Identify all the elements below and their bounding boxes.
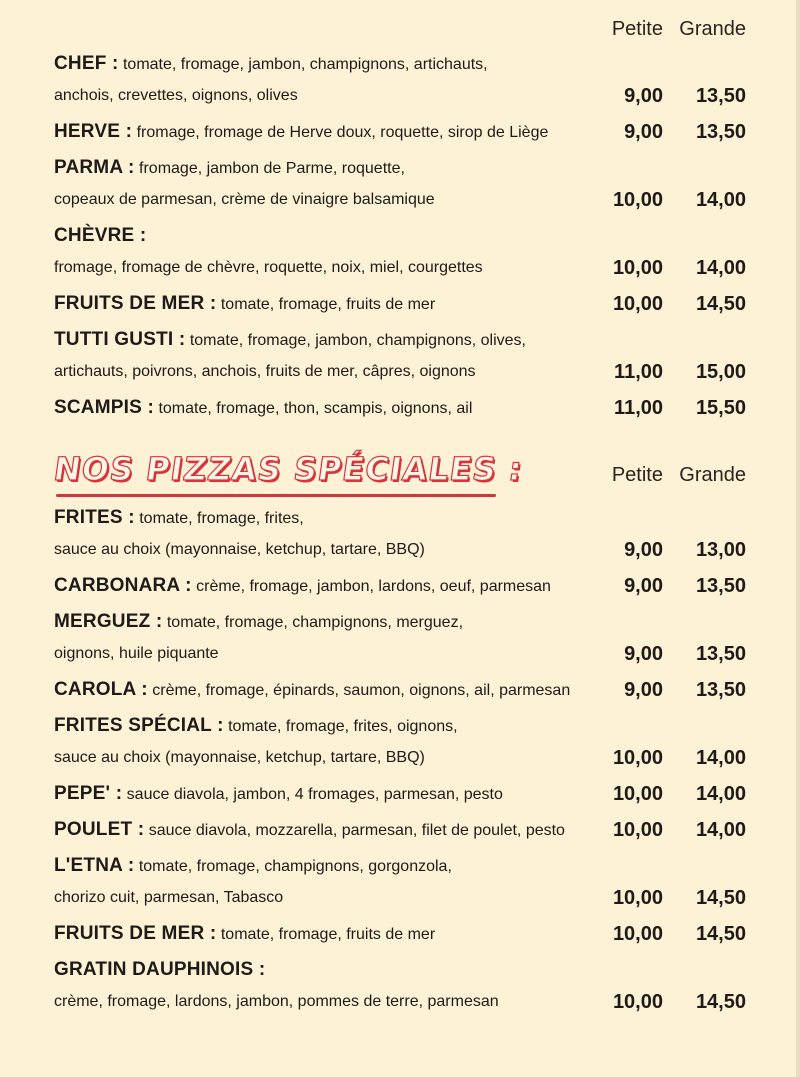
menu-item (0, 116, 800, 152)
menu-item-description: tomate, fromage, champignons, merguez, (166, 614, 464, 631)
item-spacer (0, 424, 800, 428)
menu-item-name: CAROLA : (54, 679, 148, 700)
menu-item (0, 152, 800, 220)
title-underline (56, 494, 496, 497)
menu-item-name: CHEF : (54, 53, 119, 74)
menu-item-description: chorizo cuit, parmesan, Tabasco (54, 889, 284, 906)
menu-item-line (0, 710, 800, 742)
menu-item (0, 814, 800, 850)
menu-item-name: SCAMPIS : (54, 397, 154, 418)
menu-item-description: tomate, fromage, frites, oignons, (228, 718, 458, 735)
price-petite: 10,00 (612, 257, 663, 279)
column-header-grande: Grande (679, 18, 746, 40)
menu-item-line (0, 502, 800, 534)
menu-item-line (0, 638, 800, 670)
menu-item-description: tomate, fromage, fruits de mer (220, 296, 436, 313)
menu-item (0, 570, 800, 606)
price-petite: 10,00 (612, 189, 663, 211)
menu-item-description: tomate, fromage, jambon, champignons, artichauts, (122, 56, 488, 73)
menu-item-name: CHÈVRE : (54, 225, 147, 246)
menu-section-pizzas (0, 14, 800, 428)
menu-item-line (0, 986, 800, 1018)
price-petite: 11,00 (614, 397, 663, 419)
price-petite: 9,00 (624, 679, 663, 701)
menu-item-line (0, 814, 800, 846)
column-header-petite: Petite (611, 464, 663, 486)
menu-item-description: tomate, fromage, champignons, gorgonzola, (138, 858, 452, 875)
menu-item-description: sauce au choix (mayonnaise, ketchup, tartare, BBQ) (54, 541, 425, 558)
menu-item-line (0, 570, 800, 602)
menu-list (0, 502, 800, 1022)
menu-item-name: PEPE' : (54, 783, 123, 804)
menu-item-description: sauce diavola, mozzarella, parmesan, filet de poulet, pesto (148, 822, 565, 839)
menu-list (0, 48, 800, 428)
item-spacer (0, 1018, 800, 1022)
price-grande: 14,00 (695, 783, 746, 805)
price-grande: 14,50 (695, 887, 746, 909)
menu-item-line (0, 850, 800, 882)
menu-item (0, 502, 800, 570)
menu-item-description: tomate, fromage, fruits de mer (220, 926, 436, 943)
price-grande: 13,50 (695, 575, 746, 597)
menu-item-name: GRATIN DAUPHINOIS : (54, 959, 266, 980)
price-grande: 14,00 (695, 257, 746, 279)
menu-item-name: CARBONARA : (54, 575, 192, 596)
price-grande: 14,50 (695, 991, 746, 1013)
menu-item-description: crème, fromage, épinards, saumon, oignons, ail, parmesan (152, 682, 571, 699)
menu-item-description: fromage, fromage de Herve doux, roquette, sirop de Liège (136, 124, 549, 141)
menu-item-name: TUTTI GUSTI : (54, 329, 186, 350)
menu-item-line (0, 882, 800, 914)
price-grande: 14,00 (695, 819, 746, 841)
menu-item (0, 220, 800, 288)
price-grande: 15,50 (695, 397, 746, 419)
price-grande: 14,00 (695, 189, 746, 211)
menu-item-description: fromage, jambon de Parme, roquette, (139, 160, 405, 177)
menu-item-line (0, 48, 800, 80)
price-grande: 13,00 (695, 539, 746, 561)
menu-item-line (0, 918, 800, 950)
menu-item-name: MERGUEZ : (54, 611, 163, 632)
price-grande: 13,50 (695, 643, 746, 665)
menu-item-description: crème, fromage, jambon, lardons, oeuf, parmesan (196, 578, 551, 595)
menu-item (0, 392, 800, 428)
price-petite: 9,00 (624, 121, 663, 143)
menu-item-name: HERVE : (54, 121, 133, 142)
menu-item-description: crème, fromage, lardons, jambon, pommes de terre, parmesan (54, 993, 499, 1010)
price-petite: 10,00 (612, 747, 663, 769)
menu-item (0, 288, 800, 324)
menu-item-name: PARMA : (54, 157, 135, 178)
menu-item-line (0, 80, 800, 112)
menu-item (0, 954, 800, 1022)
price-grande: 13,50 (695, 85, 746, 107)
price-grande: 13,50 (695, 121, 746, 143)
menu-item (0, 324, 800, 392)
menu-item-line (0, 742, 800, 774)
menu-item-name: FRITES SPÉCIAL : (54, 715, 224, 736)
price-petite: 10,00 (612, 887, 663, 909)
menu-item-description: anchois, crevettes, oignons, olives (54, 87, 298, 104)
price-petite: 9,00 (624, 85, 663, 107)
price-petite: 10,00 (612, 819, 663, 841)
menu-item (0, 918, 800, 954)
menu-item-description: sauce diavola, jambon, 4 fromages, parmesan, pesto (126, 786, 503, 803)
price-grande: 13,50 (695, 679, 746, 701)
menu-item-line (0, 356, 800, 388)
menu-item-description: copeaux de parmesan, crème de vinaigre balsamique (54, 191, 435, 208)
price-petite: 9,00 (624, 539, 663, 561)
column-header-grande: Grande (679, 464, 746, 486)
menu-item (0, 850, 800, 918)
menu-item-name: FRUITS DE MER : (54, 923, 217, 944)
price-header (0, 14, 800, 48)
menu-item-line (0, 324, 800, 356)
menu-item (0, 710, 800, 778)
menu-item (0, 606, 800, 674)
price-petite: 11,00 (614, 361, 663, 383)
menu-item-line (0, 152, 800, 184)
price-grande: 15,00 (695, 361, 746, 383)
menu-item-line (0, 534, 800, 566)
menu-item-description: tomate, fromage, frites, (139, 510, 304, 527)
price-grande: 14,00 (695, 747, 746, 769)
menu-item-line (0, 184, 800, 216)
price-grande: 14,50 (695, 293, 746, 315)
price-petite: 9,00 (624, 643, 663, 665)
menu-item-line (0, 954, 800, 986)
menu-item-description: sauce au choix (mayonnaise, ketchup, tartare, BBQ) (54, 749, 425, 766)
menu-item-description: fromage, fromage de chèvre, roquette, noix, miel, courgettes (54, 259, 483, 276)
menu-item-line (0, 674, 800, 706)
menu-item-line (0, 116, 800, 148)
menu-item (0, 48, 800, 116)
price-petite: 10,00 (612, 991, 663, 1013)
price-grande: 14,50 (695, 923, 746, 945)
menu-item-description: artichauts, poivrons, anchois, fruits de mer, câpres, oignons (54, 363, 476, 380)
menu-item-description: oignons, huile piquante (54, 645, 219, 662)
menu-item-name: FRITES : (54, 507, 135, 528)
menu-item-line (0, 778, 800, 810)
price-petite: 10,00 (612, 923, 663, 945)
menu-item (0, 674, 800, 710)
price-petite: 10,00 (612, 293, 663, 315)
section-title: NOS PIZZAS SPÉCIALES : (51, 450, 526, 488)
price-petite: 10,00 (612, 783, 663, 805)
menu-item-description: tomate, fromage, thon, scampis, oignons, ail (158, 400, 473, 417)
section-header (0, 450, 800, 502)
column-header-petite: Petite (611, 18, 663, 40)
menu-item-line (0, 288, 800, 320)
menu-item-line (0, 220, 800, 252)
menu-item-description: tomate, fromage, jambon, champignons, olives, (189, 332, 526, 349)
menu-item-line (0, 392, 800, 424)
menu-item-line (0, 252, 800, 284)
menu-section-specials (0, 450, 800, 1022)
menu-item-line (0, 606, 800, 638)
menu-item (0, 778, 800, 814)
menu-item-name: L'ETNA : (54, 855, 135, 876)
menu-item-name: POULET : (54, 819, 145, 840)
price-petite: 9,00 (624, 575, 663, 597)
menu-item-name: FRUITS DE MER : (54, 293, 217, 314)
